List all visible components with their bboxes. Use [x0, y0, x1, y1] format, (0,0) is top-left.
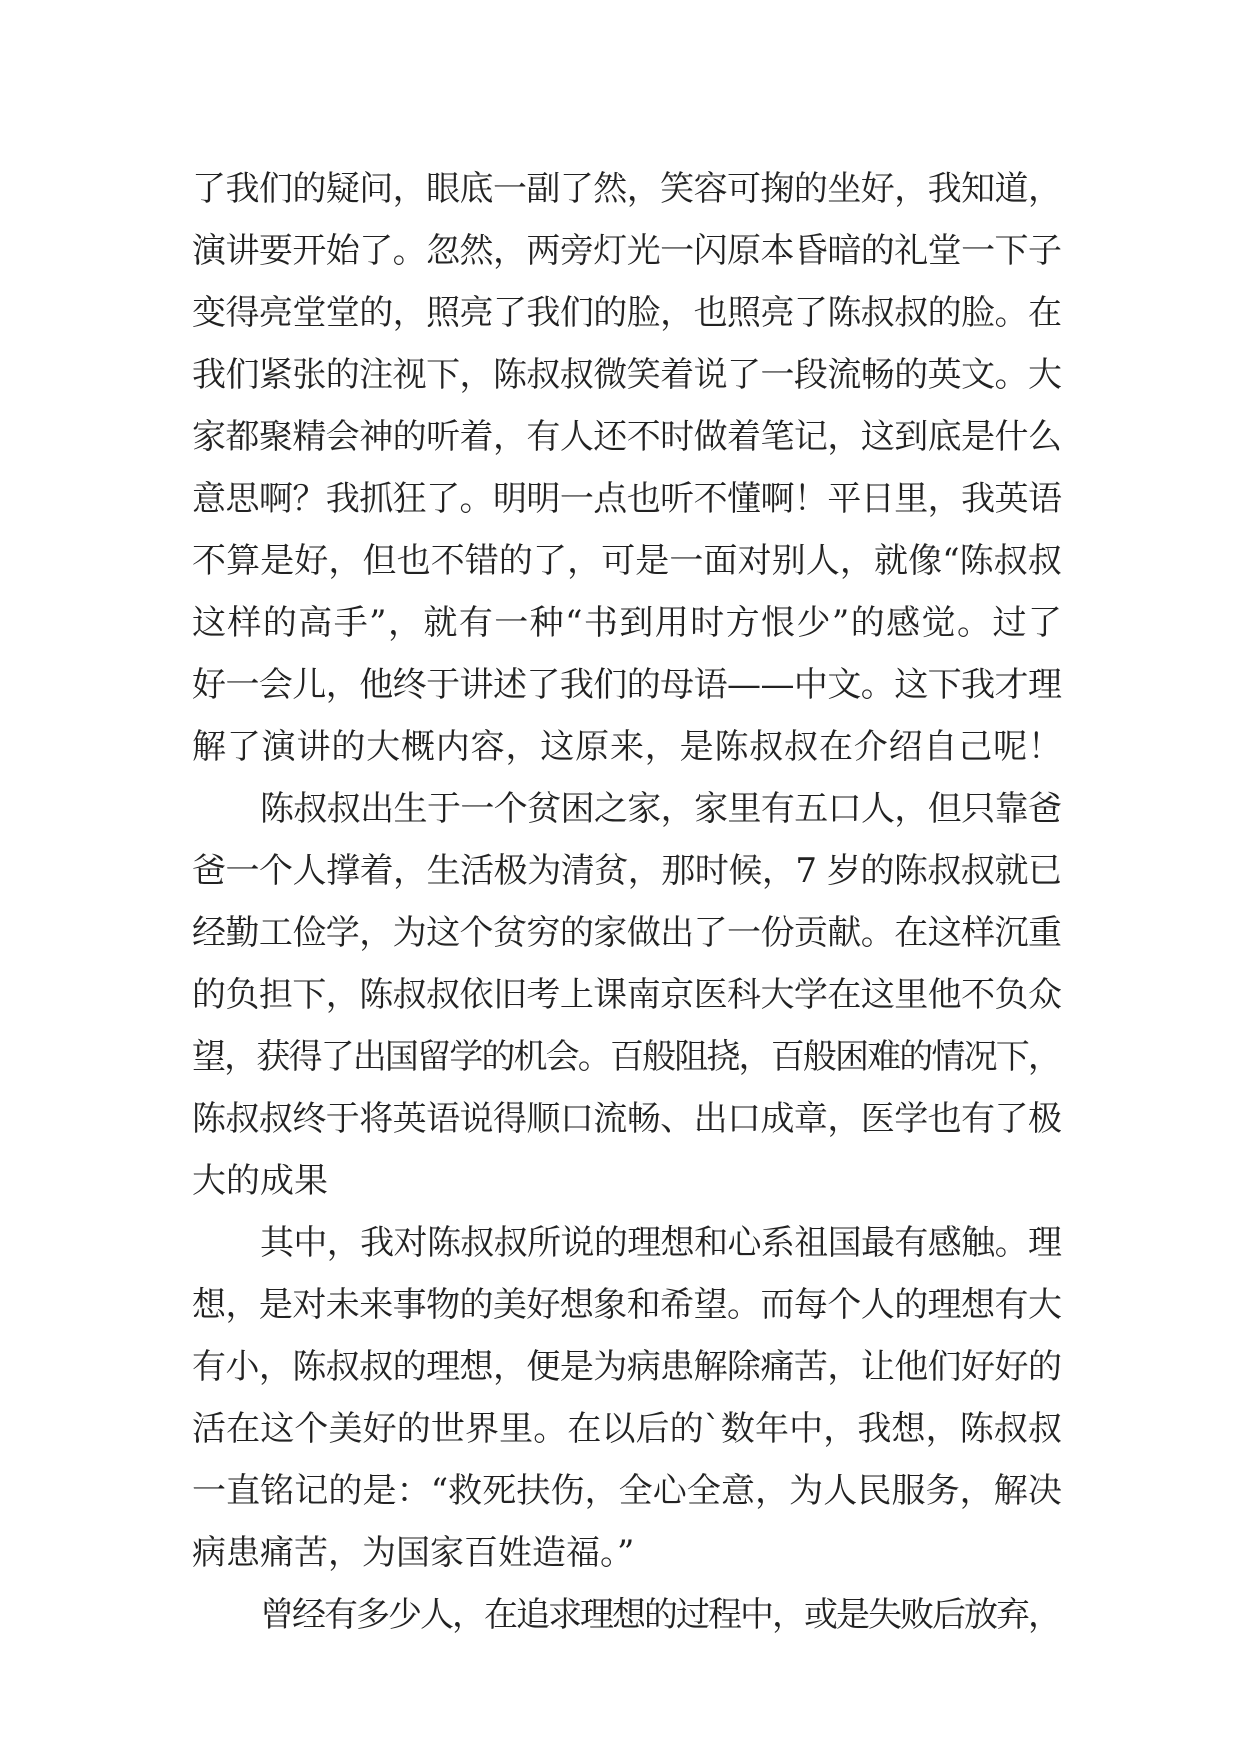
- paragraph-first-line: 曾经有多少人，在追求理想的过程中，或是失败后放弃，: [260, 1595, 1060, 1635]
- text-line: 家都聚精会神的听着，有人还不时做着笔记，这到底是什么: [192, 417, 1062, 457]
- text-line: 有小，陈叔叔的理想，便是为病患解除痛苦，让他们好好的: [192, 1347, 1062, 1387]
- text-line: 我们紧张的注视下，陈叔叔微笑着说了一段流畅的英文。大: [192, 355, 1062, 395]
- text-line: 想，是对未来事物的美好想象和希望。而每个人的理想有大: [192, 1285, 1062, 1325]
- text-line: 不算是好，但也不错的了，可是一面对别人，就像“陈叔叔: [192, 541, 1062, 581]
- text-line: 解了演讲的大概内容，这原来，是陈叔叔在介绍自己呢！: [192, 727, 1063, 767]
- body-text: [192, 158, 1062, 1646]
- paragraph-first-line: 陈叔叔出生于一个贫困之家，家里有五口人，但只靠爸: [260, 789, 1062, 829]
- text-line: 大的成果: [192, 1161, 328, 1201]
- text-line: 望，获得了出国留学的机会。百般阻挠，百般困难的情况下，: [192, 1037, 1061, 1077]
- text-line: 经勤工俭学，为这个贫穷的家做出了一份贡献。在这样沉重: [192, 913, 1062, 953]
- text-line: 一直铭记的是：“救死扶伤，全心全意，为人民服务，解决: [192, 1471, 1062, 1511]
- paragraph-first-line: 其中，我对陈叔叔所说的理想和心系祖国最有感触。理: [260, 1223, 1062, 1263]
- text-line: 活在这个美好的世界里。在以后的`数年中，我想，陈叔叔: [192, 1409, 1063, 1449]
- text-line: 的负担下，陈叔叔依旧考上课南京医科大学在这里他不负众: [192, 975, 1062, 1015]
- text-line: 陈叔叔终于将英语说得顺口流畅、出口成章，医学也有了极: [192, 1099, 1062, 1139]
- text-line: 病患痛苦，为国家百姓造福。”: [192, 1533, 635, 1573]
- text-line: 这样的高手”，就有一种“书到用时方恨少”的感觉。过了: [192, 603, 1064, 643]
- text-line: 好一会儿，他终于讲述了我们的母语——中文。这下我才理: [192, 665, 1062, 705]
- text-line: 演讲要开始了。忽然，两旁灯光一闪原本昏暗的礼堂一下子: [192, 231, 1062, 271]
- text-line: 变得亮堂堂的，照亮了我们的脸，也照亮了陈叔叔的脸。在: [192, 293, 1062, 333]
- text-line: 爸一个人撑着，生活极为清贫，那时候，7 岁的陈叔叔就已: [192, 851, 1062, 891]
- text-line: 意思啊？我抓狂了。明明一点也听不懂啊！平日里，我英语: [192, 479, 1062, 519]
- text-line: 了我们的疑问，眼底一副了然，笑容可掬的坐好，我知道，: [192, 169, 1062, 209]
